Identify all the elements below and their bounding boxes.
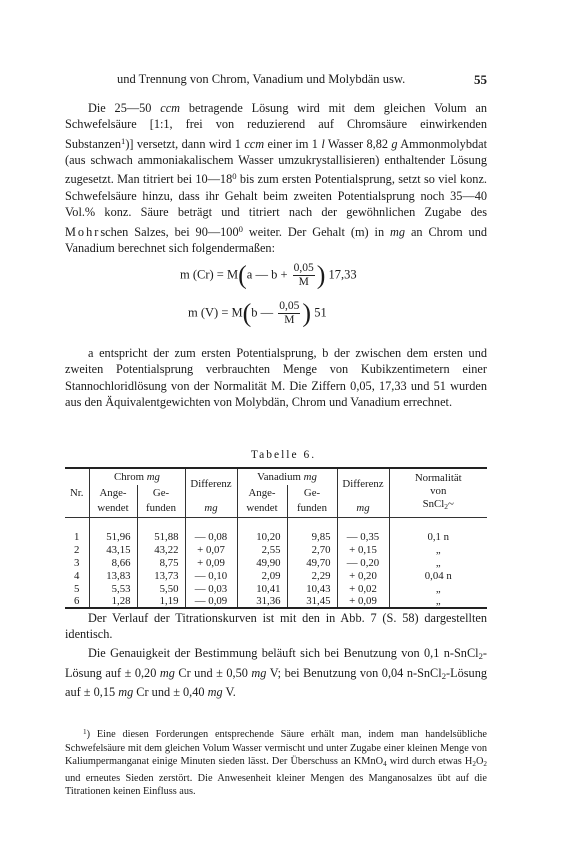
p1-t10: an Chrom und Vanadium berechnet sich folgendermaßen:	[65, 224, 487, 255]
p3-text: Der Verlauf der Titrationskurven ist mit den in Abb. 7 (S. 58) dargestellten identisch.	[65, 611, 487, 642]
eq2-factor: 51	[314, 305, 327, 320]
eq1-lhs: m (Cr) = M	[180, 267, 239, 282]
p1-t1: Die 25—50	[88, 101, 161, 115]
equation-chromium: m (Cr) = M(a — b + $\frac{0,05}{M}$ ) 17,33	[180, 260, 357, 290]
header-v-angewendet-1: Ange-	[237, 485, 287, 500]
header-chrom-differenz: Differenz	[185, 468, 237, 500]
table-row: 5 5,53 5,50 — 0,03 10,41 10,43 + 0,02 „	[65, 582, 487, 595]
header-vanadium: Vanadium mg	[237, 468, 337, 485]
paragraph-method	[65, 100, 487, 256]
equation-vanadium: m (V) = M(b — $\frac{0,05}{M}$ ) 51	[188, 298, 327, 328]
eq2-fraction: $\frac{0,05}{M}$	[279, 300, 300, 326]
table-caption: Tabelle 6.	[250, 449, 317, 461]
p1-unit-g: g	[391, 136, 398, 151]
p1-t3: )] versetzt, dann wird 1	[125, 136, 245, 151]
header-cr-gefunden-2: funden	[137, 500, 185, 517]
p2-text: a entspricht der zum ersten Potentialsprung, b der zwischen dem ersten und zweiten Potentialsprung verbrauchten Menge von Kubikzentimetern einer Stannochloridlösung von der Normalität M. Die Ziffern 0,05, 17,33 und 51 wurden aus den Äquivalentgewichten von Molybdän, Chrom und Vanadium errechnet.	[65, 346, 487, 410]
results-table	[65, 467, 487, 609]
p1-degree: 0	[232, 171, 237, 182]
p1-t5: Wasser 8,82	[324, 136, 392, 151]
eq2-term: b —	[251, 305, 274, 320]
p1-t7: bis zum ersten Potentialsprung, setzt so viel konz. Schwefelsäure hinzu, dass ihr Gehalt beim zweiten Potentialsprung noch 35—40 Vol.% konz. Säure beträgt und titriert nach der gewöhnlichen Zugabe des	[65, 172, 487, 220]
header-chrom: Chrom mg	[89, 468, 185, 485]
p1-unit-ccm: ccm	[160, 101, 181, 115]
p1-name-mohr: Mohr	[65, 224, 101, 239]
p1-unit-mg: mg	[390, 224, 406, 239]
header-v-gefunden-1: Ge-	[287, 485, 337, 500]
footnote: $^1$) Eine diesen Forderungen entsprechende Säure erhält man, indem man handelsübliche Schwefelsäure mit dem gleichen Volum Wasser vermischt und unter Zugabe einer kleinen Menge von Kaliumpermanganat einige Minuten sieden lässt. Der Überschuss an KMnO$_4$ wird durch etwas $H_2O_2$ und erneutes Sieden zerstört. Die Anwesenheit kleiner Mengen des Manganosalzes übt auf die Titrationen keinen Einfluss aus.	[65, 728, 488, 798]
p1-unit-l: l	[321, 136, 325, 151]
footnote-mark: 1	[83, 728, 87, 736]
paragraph-explanation	[65, 345, 487, 411]
header-v-diff-unit: mg	[337, 500, 389, 517]
p1-t4: einer im 1	[264, 136, 322, 151]
header-v-angewendet-2: wendet	[237, 500, 287, 517]
header-v-gefunden-2: funden	[287, 500, 337, 517]
header-cr-angewendet-1: Ange-	[89, 485, 137, 500]
table-row: 2 43,15 43,22 + 0,07 2,55 2,70 + 0,15 „	[65, 543, 487, 556]
page-number: 55	[474, 72, 487, 87]
eq1-term: a — b +	[246, 267, 288, 282]
header-nr: Nr.	[70, 486, 84, 499]
footnote-ref: 1	[121, 135, 126, 146]
table-row: 1 51,96 51,88 — 0,08 10,20 9,85 — 0,35 0,1 n	[65, 530, 487, 543]
header-cr-angewendet-2: wendet	[89, 500, 137, 517]
p1-t2: betragende Lösung wird mit dem gleichen Volum an Schwefelsäure [1:1, frei von reduzierend auf Chromsäure einwirkenden Substanzen	[65, 101, 487, 151]
paragraph-curves	[65, 610, 487, 643]
header-normalitaet: Normalität von SnCl$_2$~	[389, 468, 487, 517]
p1-t6: Ammonmolybdat (aus schwach ammoniakalischem Wasser umzukrystallisieren) enthaltender Lösung zugesetzt. Man titriert bei 10—18	[65, 136, 488, 187]
table-row: 4 13,83 13,73 — 0,10 2,09 2,29 + 0,20 0,04 n	[65, 569, 487, 582]
header-cr-diff-unit: mg	[185, 500, 237, 517]
eq2-lhs: m (V) = M	[188, 305, 243, 320]
p1-degree-2: 0	[238, 223, 243, 234]
eq1-fraction: $\frac{0,05}{M}$	[293, 262, 314, 288]
p1-t8: schen Salzes, bei 90—100	[100, 224, 239, 239]
running-header	[117, 72, 487, 87]
paragraph-accuracy: Die Genauigkeit der Bestimmung beläuft sich bei Benutzung von 0,1 n-SnCl$_2$-Lösung auf ± 0,20 mg Cr und ± 0,50 mg V; bei Benutzung von 0,04 n-SnCl$_2$-Lösung auf ± 0,15 mg Cr und ± 0,40 mg V.	[65, 646, 487, 700]
table-row: 3 8,66 8,75 + 0,09 49,90 49,70 — 0,20 „	[65, 556, 487, 569]
p1-t9: weiter. Der Gehalt (m) in	[242, 224, 391, 239]
header-cr-gefunden-1: Ge-	[137, 485, 185, 500]
eq1-factor: 17,33	[328, 267, 357, 282]
header-vanadium-differenz: Differenz	[337, 468, 389, 500]
table-row: 6 1,28 1,19 — 0,09 31,36 31,45 + 0,09 „	[65, 595, 487, 608]
header-title: und Trennung von Chrom, Vanadium und Molybdän usw.	[117, 72, 406, 86]
p1-unit-ccm-2: ccm	[244, 136, 265, 151]
